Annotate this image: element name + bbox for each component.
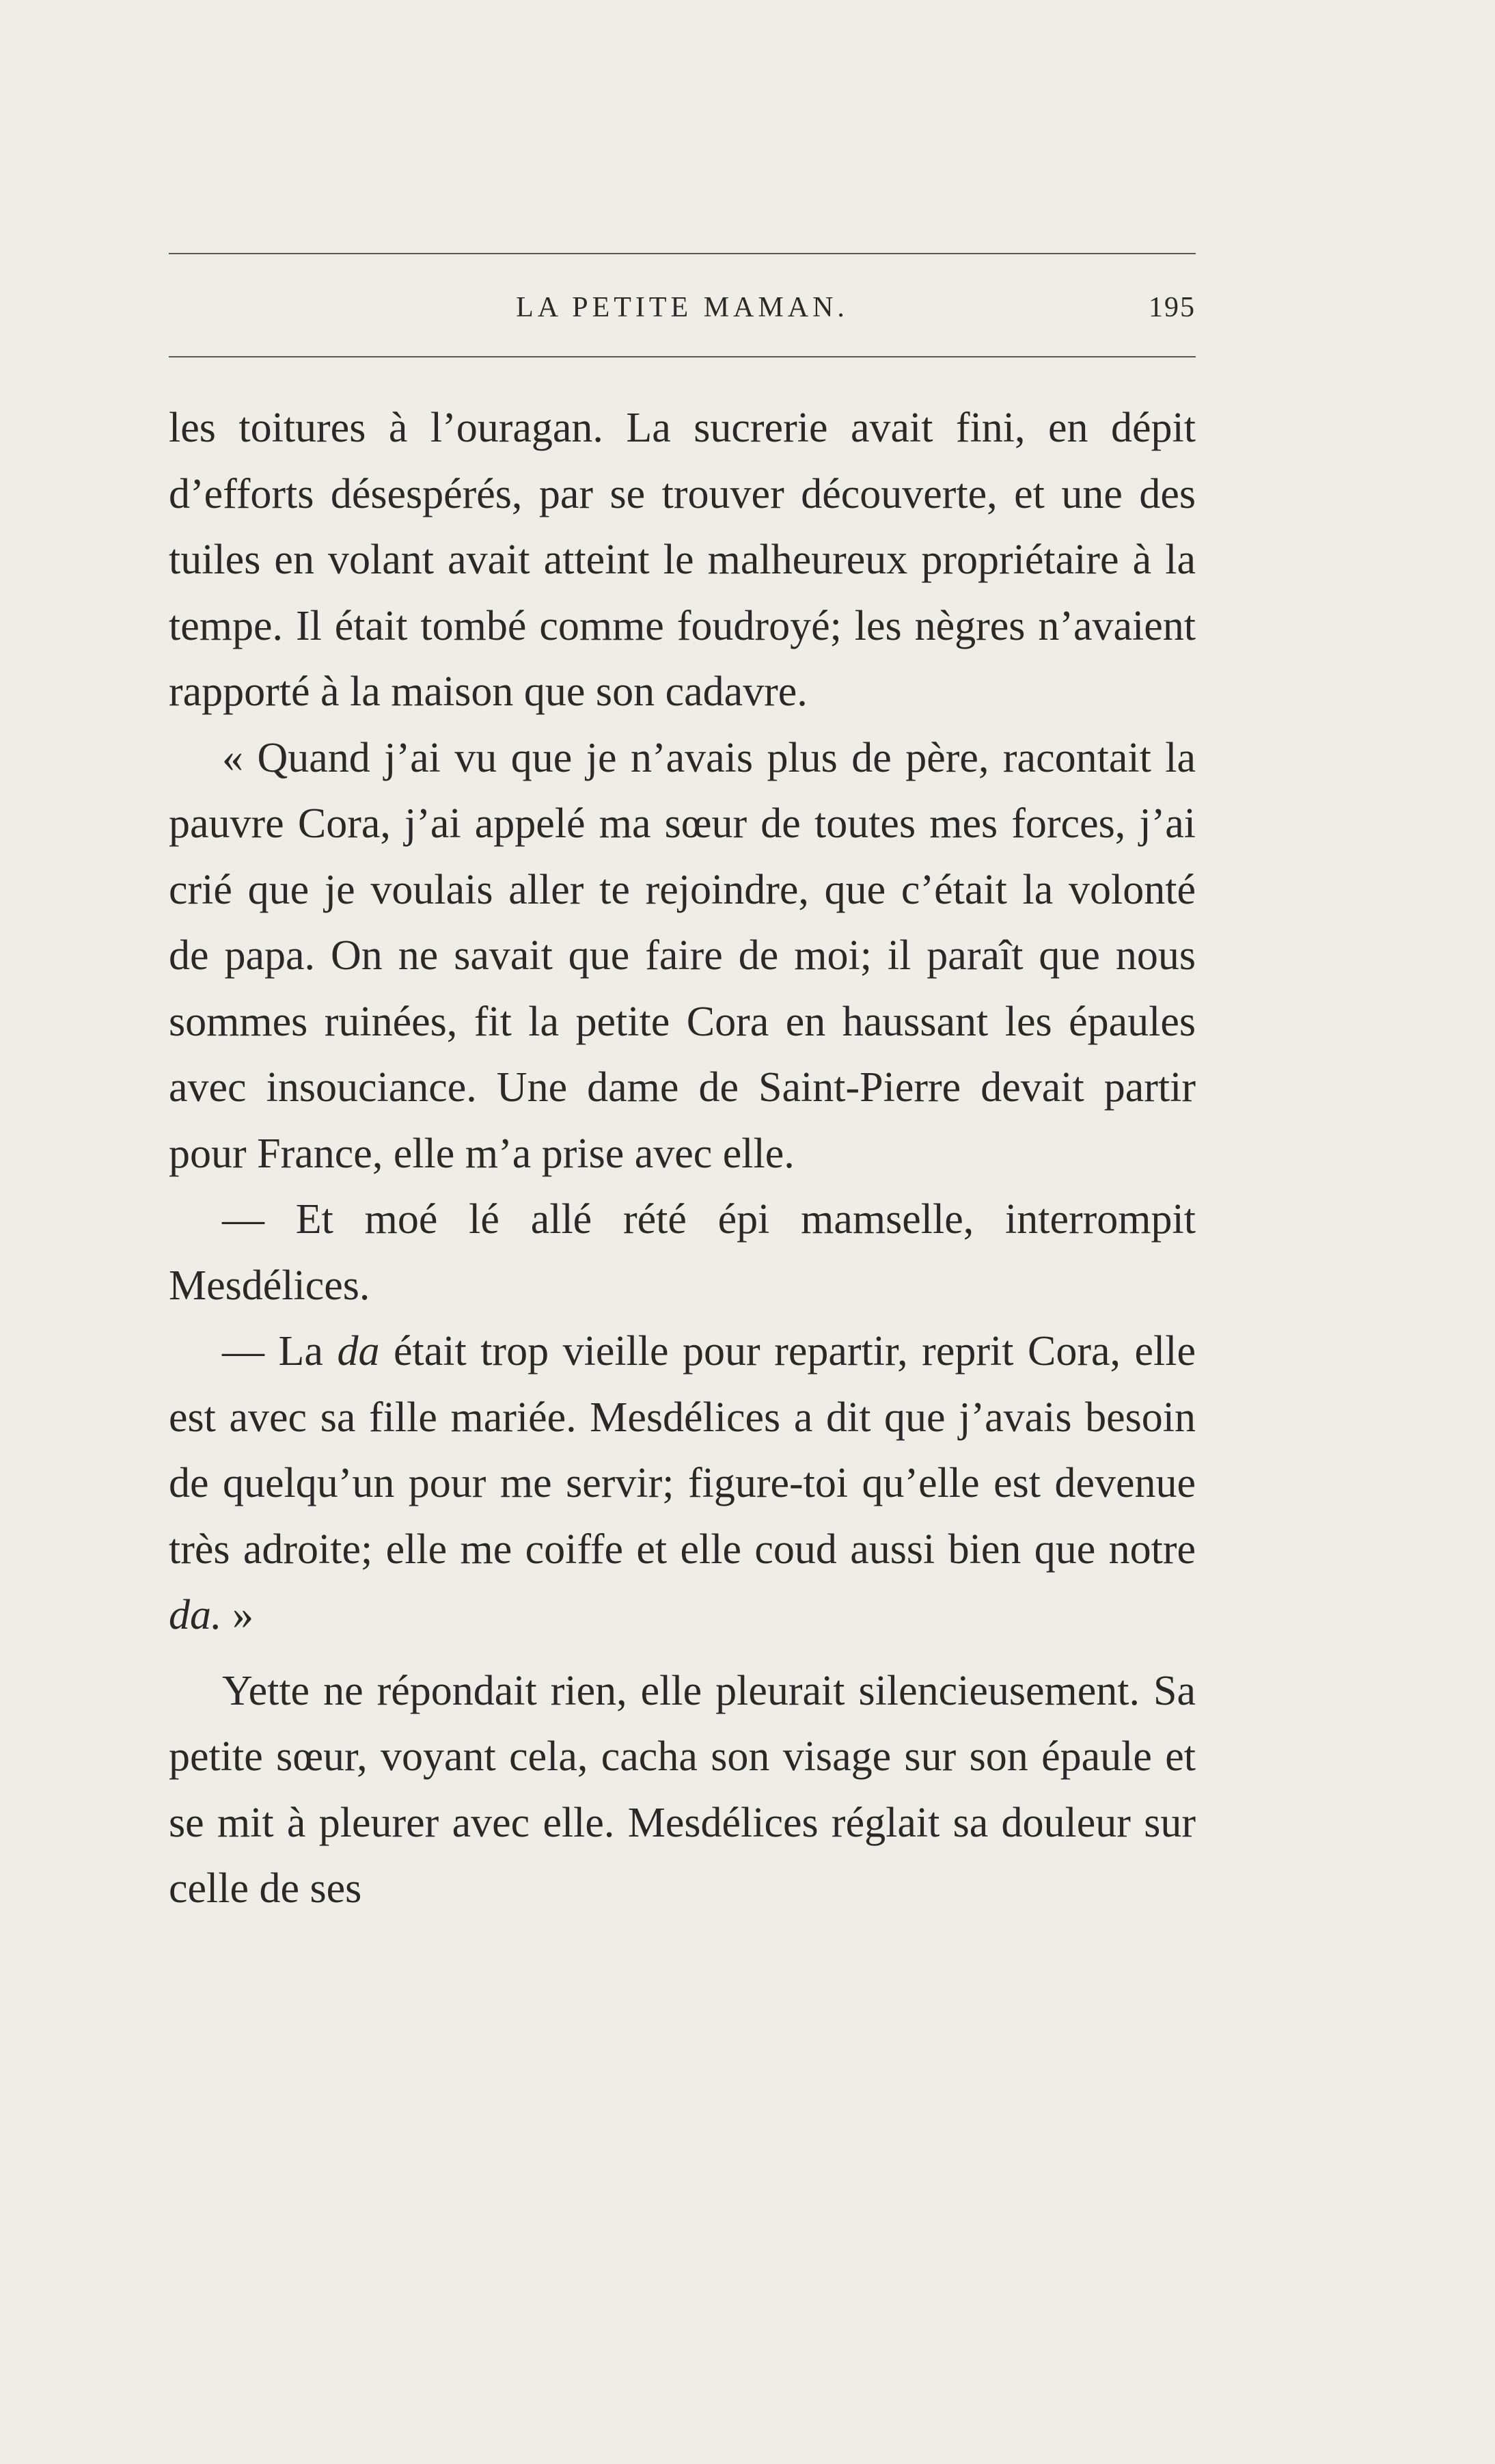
paragraph-4-dash: — La xyxy=(222,1328,338,1375)
paragraph-4-italic-da-end: da. xyxy=(169,1592,222,1638)
running-head xyxy=(169,287,1196,328)
header-rule-bottom xyxy=(169,356,1196,357)
paragraph-2: « Quand j’ai vu que je n’avais plus de père, racontait la pauvre Cora, j’ai appelé ma sœur de toutes mes forces, j’ai crié que je voulais aller te rejoindre, que c’était la volonté de papa. On ne savait que faire de moi; il paraît que nous sommes ruinées, fit la petite Cora en haussant les épaules avec insouciance. Une dame de Saint-Pierre devait partir pour France, elle m’a prise avec elle. xyxy=(169,734,1196,1177)
paragraph-3: — Et moé lé allé rété épi mamselle, interrompit Mesdélices. xyxy=(169,1196,1196,1309)
paragraph-1: les toitures à l’ouragan. La sucrerie avait fini, en dépit d’efforts désespérés, par se trouver découverte, et une des tuiles en volant avait atteint le malheureux propriétaire à la tempe. Il était tombé comme foudroyé; les nègres n’avaient rapporté à la maison que son cadavre. xyxy=(169,405,1196,715)
running-head-title: LA PETITE MAMAN. xyxy=(516,292,849,323)
page-number: 195 xyxy=(1149,292,1196,323)
paragraph-4-close-quote: » xyxy=(221,1592,253,1638)
paragraph-5: Yette ne répondait rien, elle pleurait silencieusement. Sa petite sœur, voyant cela, cacha son visage sur son épaule et se mit à pleurer avec elle. Mesdélices réglait sa douleur sur celle de ses xyxy=(169,1667,1196,1912)
body-text xyxy=(169,395,1196,1922)
paragraph-4 xyxy=(169,1318,1196,1649)
paragraph-4-italic-da: da xyxy=(337,1328,380,1375)
header-rule-top xyxy=(169,253,1196,254)
paragraph-4-main: était trop vieille pour repartir, reprit Cora, elle est avec sa fille mariée. Mesdélices a dit que j’avais besoin de quelqu’un pour me servir; figure-toi qu’elle est devenue très adroite; elle me coiffe et elle coud aussi bien que notre xyxy=(169,1328,1196,1573)
